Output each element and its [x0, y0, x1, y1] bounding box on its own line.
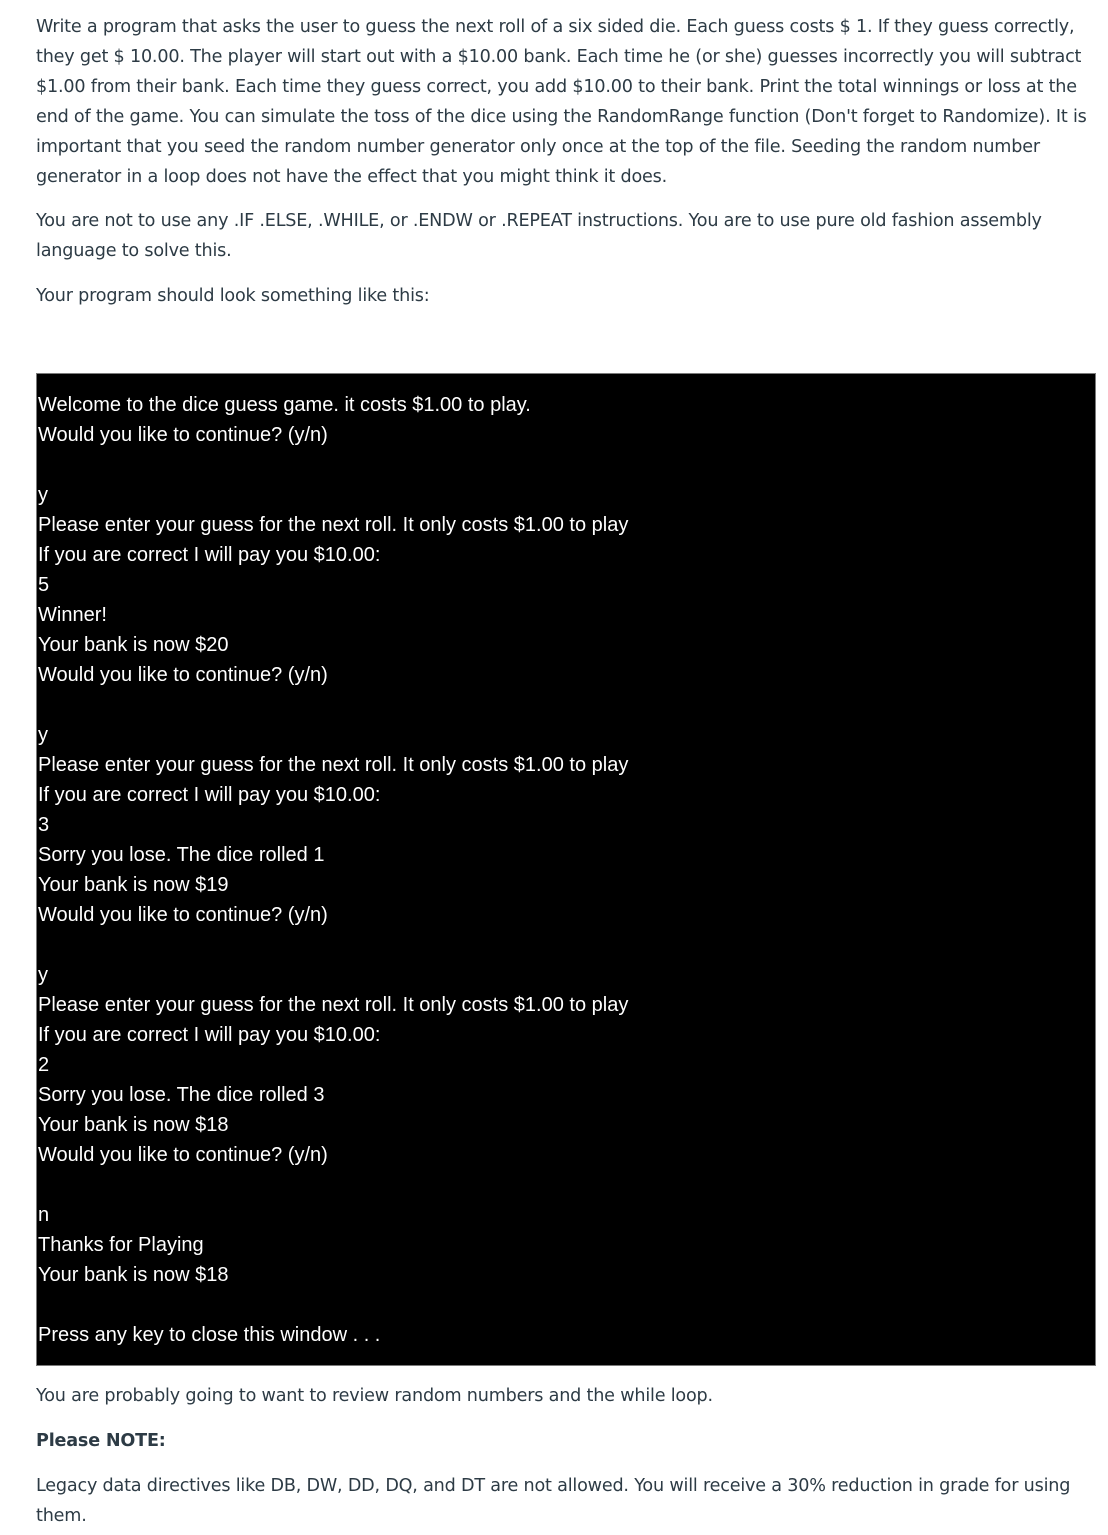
console-line: Would you like to continue? (y/n): [38, 424, 328, 446]
console-line: 3: [38, 814, 50, 836]
console-line: [38, 1290, 1095, 1320]
additional-notes: [36, 1381, 1098, 1531]
console-line: If you are correct I will pay you $10.00:: [38, 544, 381, 566]
console-line: Press any key to close this window . . .: [38, 1324, 381, 1346]
intro-paragraph-3: Your program should look something like this:: [36, 286, 430, 306]
console-line: Sorry you lose. The dice rolled 3: [38, 1084, 325, 1106]
console-output-screenshot: [36, 373, 1096, 1366]
console-line: Sorry you lose. The dice rolled 1: [38, 844, 325, 866]
console-line: y: [38, 724, 48, 746]
console-line: Your bank is now $19: [38, 874, 229, 896]
intro-paragraph-2: You are not to use any .IF .ELSE, .WHILE, or .ENDW or .REPEAT instructions. You are to use pure old fashion assembly language to solve this.: [36, 211, 1042, 261]
console-line: If you are correct I will pay you $10.00:: [38, 784, 381, 806]
review-text: You are probably going to want to review random numbers and the while loop.: [36, 1386, 713, 1406]
console-line: Welcome to the dice guess game. it costs $1.00 to play.: [38, 394, 531, 416]
note-label: Please NOTE:: [36, 1431, 166, 1451]
console-line: Your bank is now $20: [38, 634, 229, 656]
console-line: 5: [38, 574, 50, 596]
console-line: 2: [38, 1054, 50, 1076]
console-line: If you are correct I will pay you $10.00:: [38, 1024, 381, 1046]
note-text: Legacy data directives like DB, DW, DD, DQ, and DT are not allowed. You will receive a 30% reduction in grade for using them.: [36, 1476, 1071, 1526]
console-line: Please enter your guess for the next roll. It only costs $1.00 to play: [38, 754, 629, 776]
console-line: [38, 690, 1095, 720]
console-line: y: [38, 484, 48, 506]
console-line: Your bank is now $18: [38, 1114, 229, 1136]
console-line: Please enter your guess for the next roll. It only costs $1.00 to play: [38, 514, 629, 536]
console-line: n: [38, 1204, 50, 1226]
console-line: Would you like to continue? (y/n): [38, 1144, 328, 1166]
instructions: [36, 12, 1098, 311]
console-line: Your bank is now $18: [38, 1264, 229, 1286]
console-line: [38, 1170, 1095, 1200]
console-line: [38, 450, 1095, 480]
intro-paragraph-1: Write a program that asks the user to guess the next roll of a six sided die. Each guess costs $ 1. If they guess correctly, they get $ 10.00. The player will start out with a $10.00 bank. Each time he (or she) guesses incorrectly you will subtract $1.00 from their bank. Each time they guess correct, you add $10.00 to their bank. Print the total winnings or loss at the end of the game. You can simulate the toss of the dice using the RandomRange function (Don't forget to Randomize). It is important that you seed the random number generator only once at the top of the file. Seeding the random number generator in a loop does not have the effect that you might think it does.: [36, 17, 1087, 187]
console-line: Would you like to continue? (y/n): [38, 904, 328, 926]
console-line: Please enter your guess for the next roll. It only costs $1.00 to play: [38, 994, 629, 1016]
console-line: y: [38, 964, 48, 986]
console-line: Would you like to continue? (y/n): [38, 664, 328, 686]
console-line: Winner!: [38, 604, 107, 626]
console-line: [38, 930, 1095, 960]
console-line: Thanks for Playing: [38, 1234, 204, 1256]
